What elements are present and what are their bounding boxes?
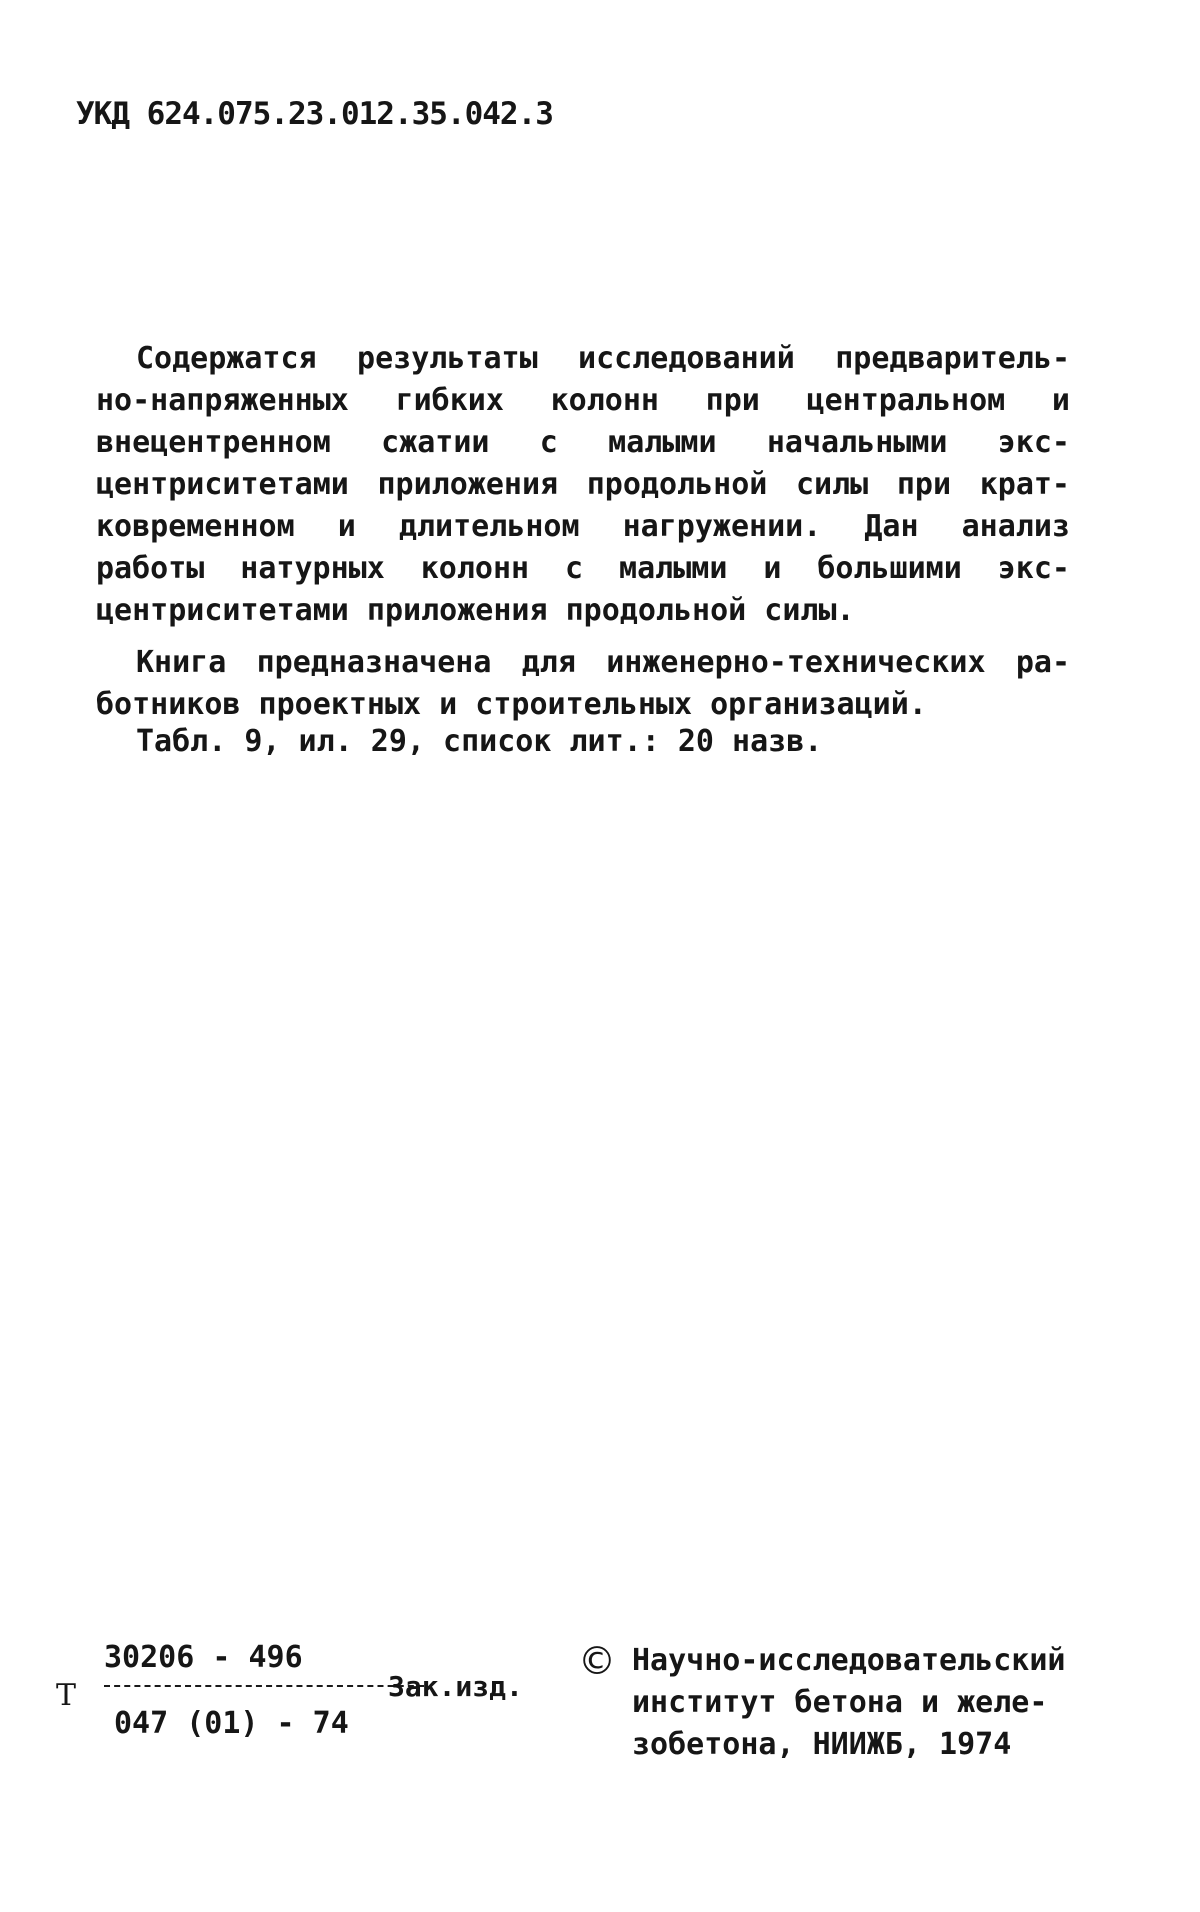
copyright-icon: ©	[578, 1639, 616, 1683]
audience-line: ботников проектных и строительных организаций.	[96, 687, 927, 722]
index-denominator: 047 (01) - 74	[114, 1706, 349, 1741]
abstract-line: но-напряженных гибких колонн при центральном и	[96, 383, 1070, 418]
copyright-line: зобетона, НИИЖБ, 1974	[632, 1727, 1012, 1762]
index-letter: Т	[56, 1678, 77, 1713]
copyright-line: Научно-исследовательский	[632, 1643, 1066, 1678]
udc-code: УКД 624.075.23.012.35.042.3	[76, 96, 553, 132]
abstract-line: центриситетами приложения продольной силы.	[96, 593, 855, 628]
index-note: Зак.изд.	[388, 1670, 523, 1703]
abstract-line: работы натурных колонн с малыми и большими экс-	[96, 551, 1070, 586]
audience-line: Книга предназначена для инженерно-технических ра-	[136, 645, 1070, 680]
copyright-line: институт бетона и желе-	[632, 1685, 1048, 1720]
audience-paragraph	[96, 642, 1070, 726]
abstract-line: внецентренном сжатии с малыми начальными экс-	[96, 425, 1070, 460]
abstract-line: ковременном и длительном нагружении. Дан анализ	[96, 509, 1070, 544]
abstract-paragraph	[96, 338, 1070, 632]
bibliographic-stats: Табл. 9, ил. 29, список лит.: 20 назв.	[136, 724, 823, 759]
publication-index	[56, 1640, 546, 1760]
copyright-text	[632, 1640, 1118, 1766]
fraction-rule	[104, 1685, 424, 1687]
abstract-line: Содержатся результаты исследований предваритель-	[136, 341, 1070, 376]
copyright-notice	[578, 1640, 1118, 1766]
index-numerator: 30206 - 496	[104, 1640, 303, 1675]
abstract-line: центриситетами приложения продольной силы при крат-	[96, 467, 1070, 502]
